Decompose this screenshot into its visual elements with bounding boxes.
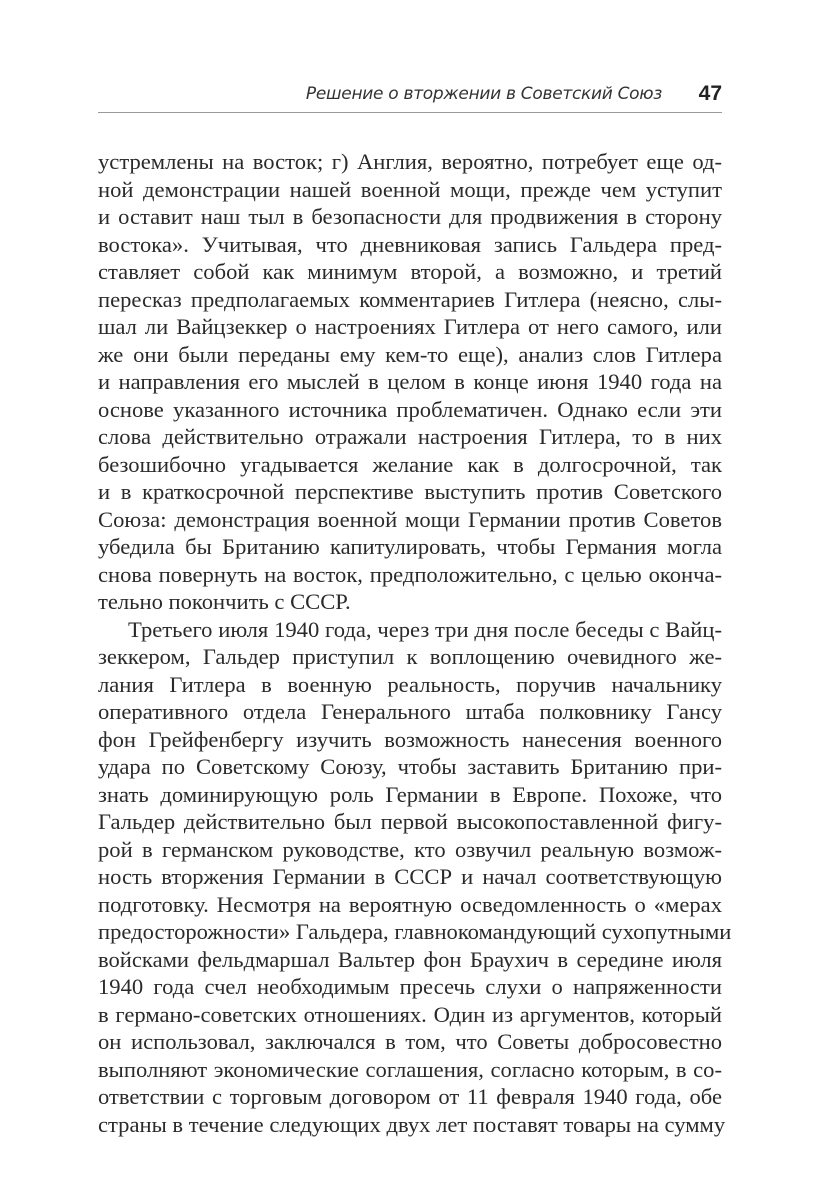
text-line: и направления его мыслей в целом в конце июня 1940 года на — [98, 369, 722, 394]
text-line: фон Грейфенбергу изучить возможность нанесения военного — [98, 726, 722, 752]
text-line: и оставит наш тыл в безопасности для продвижения в сторону — [98, 204, 722, 229]
text-line: убедила бы Британию капитулировать, чтобы Германия могла — [98, 534, 722, 559]
running-header — [98, 82, 722, 113]
text-line: 1940 года счел необходимым пресечь слухи о напряженности — [98, 974, 722, 999]
text-line: востока». Учитывая, что дневниковая запись Гальдера пред- — [98, 231, 722, 257]
text-line: ность вторжения Германии в СССР и начал соответствующую — [98, 864, 722, 889]
text-line: он использовал, заключался в том, что Советы добросовестно — [98, 1029, 722, 1054]
page-number: 47 — [698, 82, 722, 105]
paragraph — [98, 616, 732, 1139]
text-line: тельно покончить с СССР. — [98, 589, 351, 614]
text-line: подготовку. Несмотря на вероятную осведомленность о «мерах — [98, 891, 722, 917]
running-title: Решение о вторжении в Советский Союз — [305, 84, 662, 104]
text-line: же они были переданы ему кем-то еще), анализ слов Гитлера — [98, 341, 722, 367]
text-line: ной демонстрации нашей военной мощи, прежде чем уступит — [98, 176, 722, 202]
text-line: лания Гитлера в военную реальность, поручив начальнику — [98, 671, 722, 697]
text-line: основе указанного источника проблематичен. Однако если эти — [98, 396, 722, 422]
body-text — [98, 148, 732, 1138]
text-line: снова повернуть на восток, предположительно, с целью оконча- — [98, 561, 722, 587]
text-line: ставляет собой как минимум второй, а возможно, и третий — [98, 259, 722, 284]
text-line: выполняют экономические соглашения, согласно которым, в со- — [98, 1056, 722, 1082]
text-line: слова действительно отражали настроения Гитлера, то в них — [98, 424, 722, 449]
text-line: безошибочно угадывается желание как в долгосрочной, так — [98, 451, 722, 477]
text-line: предосторожности» Гальдера, главнокомандующий сухопутными — [98, 919, 732, 944]
text-line: Третьего июля 1940 года, через три дня после беседы с Вайц- — [128, 616, 722, 642]
text-line: рой в германском руководстве, кто озвучил реальную возмож- — [98, 836, 722, 862]
text-line: и в краткосрочной перспективе выступить против Советского — [98, 479, 722, 504]
text-line: зеккером, Гальдер приступил к воплощению очевидного же- — [98, 644, 722, 669]
text-line: устремлены на восток; г) Англия, вероятно, потребует еще од- — [98, 149, 722, 174]
text-line: оперативного отдела Генерального штаба полковнику Гансу — [98, 699, 722, 724]
text-line: шал ли Вайцзеккер о настроениях Гитлера от него самого, или — [98, 314, 722, 339]
paragraph — [98, 148, 722, 616]
text-line: страны в течение следующих двух лет поставят товары на сумму — [98, 1111, 726, 1137]
text-line: ответствии с торговым договором от 11 февраля 1940 года, обе — [98, 1084, 722, 1109]
text-line: знать доминирующую роль Германии в Европе. Похоже, что — [98, 781, 722, 807]
text-line: в германо-советских отношениях. Один из аргументов, который — [98, 1001, 722, 1027]
text-line: пересказ предполагаемых комментариев Гитлера (неясно, слы- — [98, 286, 722, 312]
text-line: Гальдер действительно был первой высокопоставленной фигу- — [98, 809, 722, 834]
text-line: удара по Советскому Союзу, чтобы заставить Британию при- — [98, 754, 722, 779]
text-line: войсками фельдмаршал Вальтер фон Браухич в середине июля — [98, 946, 722, 972]
text-line: Союза: демонстрация военной мощи Германии против Советов — [98, 506, 722, 532]
